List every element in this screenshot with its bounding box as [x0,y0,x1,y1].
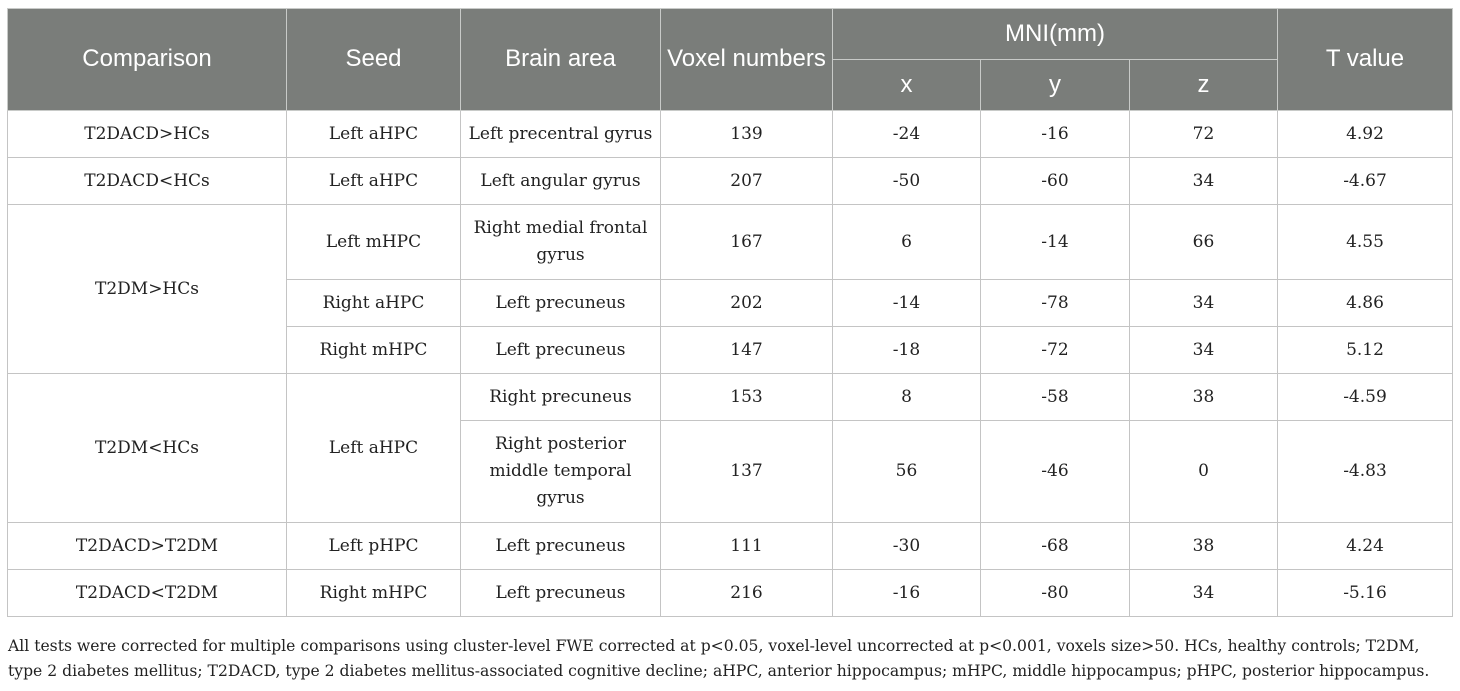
comparison-cell: T2DACD<HCs [8,158,287,205]
y-cell: -60 [981,158,1130,205]
table-row [8,570,1453,617]
z-cell: 38 [1130,523,1278,570]
comparison-cell: T2DM<HCs [8,374,287,523]
seed-cell: Right mHPC [287,570,461,617]
table-row [8,523,1453,570]
header-seed: Seed [287,9,461,111]
voxel-cell: 167 [661,205,833,280]
y-cell: -68 [981,523,1130,570]
voxel-cell: 147 [661,327,833,374]
seed-cell: Right mHPC [287,327,461,374]
header-t-value: T value [1278,9,1453,111]
seed-cell: Left pHPC [287,523,461,570]
brain-area-cell: Right precuneus [461,374,661,421]
t-value-cell: 4.55 [1278,205,1453,280]
y-cell: -80 [981,570,1130,617]
voxel-cell: 216 [661,570,833,617]
voxel-cell: 202 [661,280,833,327]
brain-area-cell: Right posterior middle temporal gyrus [461,421,661,523]
brain-area-cell: Left precentral gyrus [461,111,661,158]
comparison-cell: T2DM>HCs [8,205,287,374]
z-cell: 38 [1130,374,1278,421]
header-voxel-numbers: Voxel numbers [661,9,833,111]
y-cell: -72 [981,327,1130,374]
voxel-cell: 207 [661,158,833,205]
comparison-cell: T2DACD>HCs [8,111,287,158]
x-cell: 56 [833,421,981,523]
seed-cell: Left mHPC [287,205,461,280]
seed-cell: Left aHPC [287,374,461,523]
table-row [8,158,1453,205]
t-value-cell: -4.67 [1278,158,1453,205]
t-value-cell: -4.59 [1278,374,1453,421]
results-table-container [7,8,1452,617]
t-value-cell: 5.12 [1278,327,1453,374]
table-footnote: All tests were corrected for multiple comparisons using cluster-level FWE corrected at p<0.05, voxel-level uncorrected at p<0.001, voxels size>50. HCs, healthy controls; T2DM, type 2 diabetes mellitus; T2DACD, type 2 diabetes mellitus-associated cognitive decline; aHPC, anterior hippocampus; mHPC, middle hippocampus; pHPC, posterior hippocampus. [8,637,1430,680]
y-cell: -78 [981,280,1130,327]
header-row [8,9,1453,60]
x-cell: -18 [833,327,981,374]
y-cell: -14 [981,205,1130,280]
header-brain-area: Brain area [461,9,661,111]
x-cell: 8 [833,374,981,421]
comparison-cell: T2DACD>T2DM [8,523,287,570]
t-value-cell: -4.83 [1278,421,1453,523]
brain-area-cell: Left precuneus [461,280,661,327]
z-cell: 34 [1130,327,1278,374]
table-row [8,374,1453,421]
table-row [8,111,1453,158]
seed-cell: Right aHPC [287,280,461,327]
z-cell: 34 [1130,280,1278,327]
y-cell: -46 [981,421,1130,523]
t-value-cell: 4.92 [1278,111,1453,158]
z-cell: 72 [1130,111,1278,158]
header-mni: MNI(mm) [833,9,1278,60]
brain-area-cell: Left angular gyrus [461,158,661,205]
brain-area-cell: Left precuneus [461,570,661,617]
y-cell: -16 [981,111,1130,158]
header-y: y [981,60,1130,111]
z-cell: 66 [1130,205,1278,280]
seed-cell: Left aHPC [287,158,461,205]
t-value-cell: 4.86 [1278,280,1453,327]
z-cell: 34 [1130,158,1278,205]
t-value-cell: 4.24 [1278,523,1453,570]
header-z: z [1130,60,1278,111]
seed-cell: Left aHPC [287,111,461,158]
voxel-cell: 139 [661,111,833,158]
voxel-cell: 137 [661,421,833,523]
t-value-cell: -5.16 [1278,570,1453,617]
x-cell: -14 [833,280,981,327]
z-cell: 0 [1130,421,1278,523]
y-cell: -58 [981,374,1130,421]
voxel-cell: 111 [661,523,833,570]
x-cell: -24 [833,111,981,158]
x-cell: -50 [833,158,981,205]
comparison-cell: T2DACD<T2DM [8,570,287,617]
x-cell: 6 [833,205,981,280]
z-cell: 34 [1130,570,1278,617]
table-row [8,205,1453,280]
brain-area-cell: Left precuneus [461,523,661,570]
brain-area-cell: Right medial frontal gyrus [461,205,661,280]
header-x: x [833,60,981,111]
voxel-cell: 153 [661,374,833,421]
results-table [7,8,1453,617]
x-cell: -16 [833,570,981,617]
brain-area-cell: Left precuneus [461,327,661,374]
header-comparison: Comparison [8,9,287,111]
x-cell: -30 [833,523,981,570]
